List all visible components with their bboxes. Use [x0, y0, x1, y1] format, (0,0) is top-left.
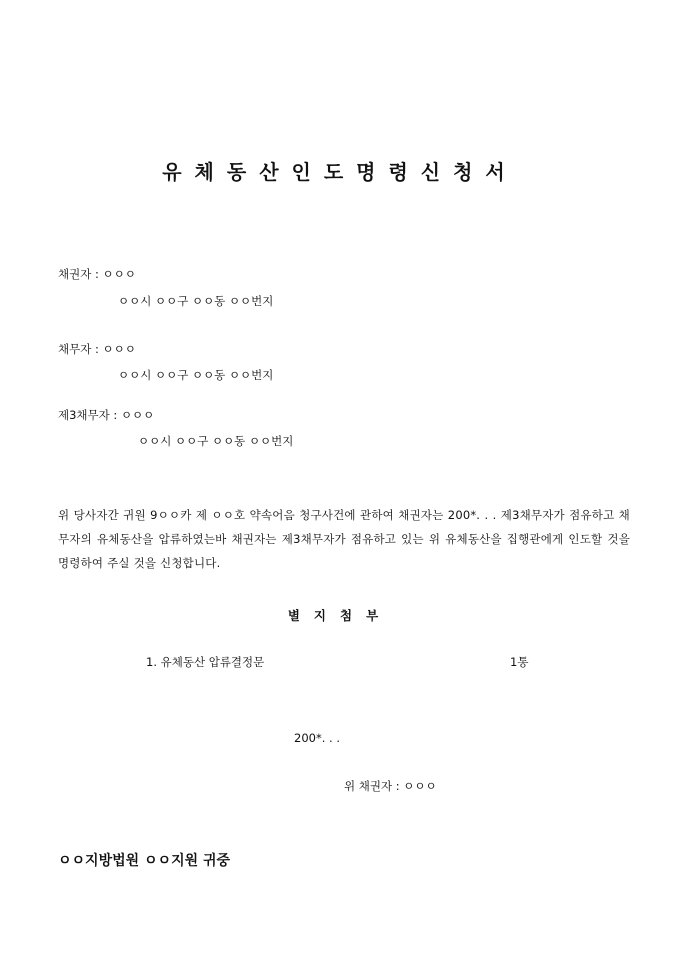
creditor-address: ㅇㅇ시 ㅇㅇ구 ㅇㅇ동 ㅇㅇ번지 — [118, 294, 274, 308]
creditor-label: 채권자 : — [58, 267, 103, 281]
debtor-name: ㅇㅇㅇ — [102, 342, 136, 356]
signature-line: 위 채권자 : ㅇㅇㅇ — [344, 779, 437, 793]
filing-date: 200*. . . — [294, 731, 340, 745]
debtor-line — [58, 341, 136, 357]
third-debtor-name: ㅇㅇㅇ — [120, 408, 155, 422]
debtor-address: ㅇㅇ시 ㅇㅇ구 ㅇㅇ동 ㅇㅇ번지 — [118, 368, 274, 382]
attachment-item-label: 1. 유체동산 압류결정문 — [146, 655, 265, 669]
third-debtor-label: 제3채무자 : — [58, 408, 121, 422]
body-paragraph: 위 당사자간 귀원 9ㅇㅇ카 제 ㅇㅇ호 약속어음 청구사건에 관하여 채권자는 200*. . . 제3채무자가 점유하고 채무자의 유체동산을 압류하였는바 채권자는 제3채무자가 점유하고 있는 위 유체동산을 집행관에게 인도할 것을 명령하여 주실 것을 신청합니다. — [58, 508, 630, 570]
attachment-heading: 별지첨부 — [287, 608, 393, 623]
attachment-item-count: 1통 — [510, 655, 529, 669]
creditor-name: ㅇㅇㅇ — [102, 267, 136, 281]
document-title: 유체동산인도명령신청서 — [162, 160, 518, 184]
third-debtor-line — [58, 407, 154, 423]
court-addressee: ㅇㅇ지방법원 ㅇㅇ지원 귀중 — [58, 853, 231, 869]
creditor-line — [58, 266, 136, 282]
debtor-label: 채무자 : — [58, 342, 103, 356]
third-debtor-address: ㅇㅇ시 ㅇㅇ구 ㅇㅇ동 ㅇㅇ번지 — [138, 434, 294, 448]
